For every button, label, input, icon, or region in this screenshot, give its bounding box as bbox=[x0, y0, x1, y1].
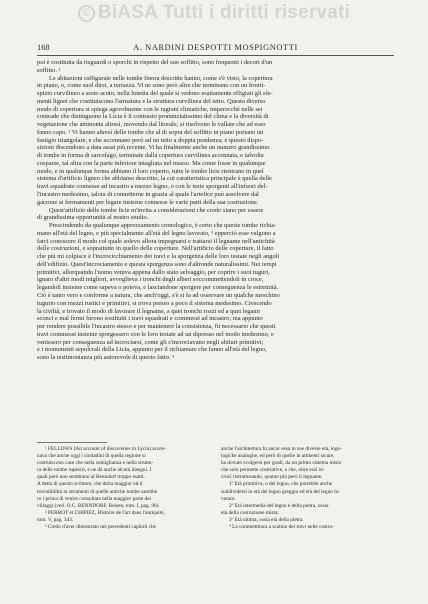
text-line: di tombe in forma di sarcofago, terminate dalla copertura curvilinea accennata, e talvolta bbox=[37, 152, 264, 160]
footnote-line: costruiscono case che nella somiglianza e nella struttu- bbox=[37, 460, 154, 467]
text-line: l'incastro medesimo, talora di connetterne in grazia al quale l'artefice può assolvere dal bbox=[37, 191, 259, 199]
text-line: garzone ai fermamenti per legare insieme connesse le varie parti della sua costruzione. bbox=[37, 198, 259, 206]
text-line: modo di copertura si spiega agevolmente con le ragioni climatiche, imperocchè nelle sei bbox=[37, 105, 263, 113]
footnote-line: anche l'architettura fu ancor essa in sue diverse età, logo- bbox=[221, 446, 342, 452]
text-line: sistema d'artificio ligneo che abbiamo descritto, la cui caratteristica principale è quella delle bbox=[37, 175, 272, 183]
text-line: fastigio triangolare, e che accennano però ad un tetto a doppia pendenza; e questo dispo- bbox=[37, 136, 264, 144]
text-line: per rendere possibile l'incastro stesso e per mantenere la consistenza, fu necessario che questi bbox=[37, 323, 276, 331]
footnote-line: ¹ FELLOWS (An account of discoveries in Lycia) accen- bbox=[45, 446, 167, 452]
watermark bbox=[0, 2, 428, 24]
text-line: menti lignei che costituiscono l'armatura e la struttura curvilinea del tetto. Questo diverso bbox=[37, 97, 266, 105]
text-line: modo, e in qualunque forma abbiano il loro coperto, tutte le tombe licie rientrano in quel bbox=[37, 167, 264, 175]
footnote-line: ra delle tombe rupestri, e ne dà anche alcuni disegni. I bbox=[37, 467, 152, 474]
text-line: Ciò è tanto vero e conforme a natura, che anch'oggi, s'è si fa ad osservare un qualche meschino bbox=[37, 291, 280, 299]
text-line: sono la testimonianza più autorevole di questo fatto. ⁴ bbox=[37, 354, 175, 362]
footnote-line: villaggi (ved. O.C. BENNDORF, Reisen, tom. I, pag. 96). bbox=[37, 502, 160, 509]
footnote-line: logiche analoghe, ed però di quelle in attinenti sicure, bbox=[221, 453, 335, 460]
text-line: e i monumenti sepolcrali della Licia, appunto per il richiamare che fanno all'età del legno, bbox=[37, 346, 267, 354]
footnote-line: ha dovuto svolgersi per gradi, da un primo sistema misto bbox=[221, 460, 342, 467]
text-line: sconci e mal fermi furono sostituiti i travi squadrati e commessi ad incastro; ma appunto bbox=[37, 315, 263, 323]
text-line: legandoli insieme come sapeva o poteva, e lasciandone sporgere per conseguenza le estremità. bbox=[37, 284, 279, 292]
watermark-text: BiASA Tutti i diritti riservati bbox=[97, 2, 351, 23]
footnote-line: suddividersi in età del legno greggio ed età del legno la- bbox=[221, 488, 340, 495]
footnote-line: 3º Età ultima, ossia età della pietra. bbox=[229, 516, 304, 523]
text-line: farci conoscere il modo col quale solevo allora impegnarsi e trattarsi il legname nell'antichità bbox=[37, 237, 275, 245]
footnote-line: quali però non sembrano al Benndorf troppo esatti. bbox=[37, 474, 145, 481]
footnote-rule bbox=[37, 442, 107, 443]
footnote-line: vorato. bbox=[221, 495, 236, 502]
text-line: dell'edifizio. Quest'incrociamento e questa sporgenza sono d'altronde naturalissimi. Nei tempi bbox=[37, 260, 277, 268]
footnotes-right-column bbox=[221, 446, 394, 531]
running-title: A. NARDINI DESPOTTI MOSPIGNOTTI bbox=[133, 43, 298, 52]
text-line: di grandissima opportunità al nostro studio. bbox=[37, 214, 149, 222]
text-line: Quest'artifizio delle tombe licie m'invita a considerazioni che credo siano per essere bbox=[49, 206, 264, 214]
body-text bbox=[37, 59, 394, 362]
text-line: contrade che distinguono la Licia è il contrasto pronunziatissimo del clima e la diversità di bbox=[37, 113, 269, 121]
text-line: sizioni discendono a data assai più recente. Vi ha finalmente anche un numero grandissimo bbox=[37, 144, 270, 152]
text-line: poi è costituita da risguardi o sporchi in rispetto del suo soffitto, sono frequenti i decori d'un bbox=[37, 59, 273, 66]
text-line: fanno capo. ² Vi hanno altresì delle tombe che al di sopra del soffitto in piano portano un bbox=[37, 128, 264, 136]
footnote-line: 2º Età intermedia del legno e della pietra, ossia bbox=[229, 502, 329, 509]
text-line: primitivi, allorquando l'uomo veniva appena dallo stato selvaggio, per coprire i suoi tuguri, bbox=[37, 268, 270, 276]
text-line: in piano, o, come suol dirsi, a terrazza. Vi ne sono però altre che terminano con un fronti- bbox=[37, 82, 266, 90]
text-line: tugurio con mezzi rustici e primitivi, si trova presso a poco il sistema medesimo. Crescendo bbox=[37, 299, 272, 307]
footnote-line: trovolibilità in strumenti di quelle antiche tombe sarebbe bbox=[37, 488, 158, 495]
text-line: la civiltà, e trovato il modo di lavorare il legname, a quei tronchi rozzi ed a quei legami bbox=[37, 307, 261, 315]
text-line: che più mi colpisce è l'incrocicchiamento dei travi e la sporgenza delle loro testate negli angoli bbox=[37, 253, 280, 261]
page-number: 168 bbox=[37, 43, 50, 52]
footnote-line: nava che anche oggi i contadini di quella regione si bbox=[37, 453, 146, 460]
footnote-line: tom. V, pag. 343. bbox=[37, 516, 74, 523]
text-line: travi commessi insieme sporgessero con le loro testate ad un dipresso nel modo medesimo, e bbox=[37, 330, 274, 338]
footnote-line: che solo permette costruttive, e che, oltre essi in- bbox=[221, 467, 325, 474]
copyright-icon: © bbox=[78, 5, 95, 22]
running-header bbox=[37, 43, 394, 56]
text-line: Le abitazioni raffigurate nelle tombe finora descritte hanno, come s'è visto, la copertura bbox=[49, 74, 273, 82]
text-line: vegetazione che ammonta altresì, movendo dal litorale, si risolvono le vallate che ad esso bbox=[37, 121, 266, 129]
footnote-line: ³ Credo d'aver dimostrato nei precedenti capitoli che bbox=[45, 524, 156, 531]
text-line: soffitto. ¹ bbox=[37, 66, 61, 74]
text-line: delle costruzioni, e soprattutto in quello delle coperture. Nell'artificio delle coperture, il fatto bbox=[37, 245, 274, 253]
text-line: ignaro d'altri modi migliori, avvoglieva i tronchi degli alberi soccommettendoli in croce, bbox=[37, 276, 264, 284]
footnote-line: ² PERROT et CHIPIEZ, Histoire de l'art dans l'antiquité, bbox=[45, 509, 165, 516]
text-line: travi squadrate connesse ad incastro a mezzo legno, o con le teste sporgenti all'infuori del- bbox=[37, 183, 268, 191]
text-line: cosparse, tal altra con la parte inferiore intagliata nel masso. Ma come fosse in qualunque bbox=[37, 159, 266, 167]
footnote-line: 1º Età primitiva, o del legno, che potrebbe anche bbox=[229, 481, 333, 488]
footnote-line: croci ristrutturando, quanto più però il legname. bbox=[221, 474, 323, 481]
text-line: mano all'età del legno, e più specialmente all'età del legno lavorato, ³ epperciò esse valgono a bbox=[37, 229, 276, 237]
footnote-line: A detta di questo scrittore, che della maggior ed il bbox=[37, 481, 143, 488]
text-line: spizio curvilineo a sesto acuto, nella lunetta del quale si vedono esattamente effigiati gli ele- bbox=[37, 90, 273, 98]
footnote-line: età della costruzione mista; bbox=[221, 509, 279, 516]
footnote-line: ⁴ La commettitura a scalino dei travi nelle costru- bbox=[229, 524, 334, 531]
footnote-line: ro i prima di venire consultata nella maggior parte dei bbox=[37, 495, 151, 502]
text-line: venissero per conseguenza ad incrociarsi, come gli s'incrociavano negli abituri primitivi; bbox=[37, 338, 264, 346]
footnotes-left-column bbox=[37, 446, 210, 531]
text-line: Prescindendo da qualunque apprezzamento cronologico, è certo che queste tombe richia- bbox=[49, 222, 277, 230]
